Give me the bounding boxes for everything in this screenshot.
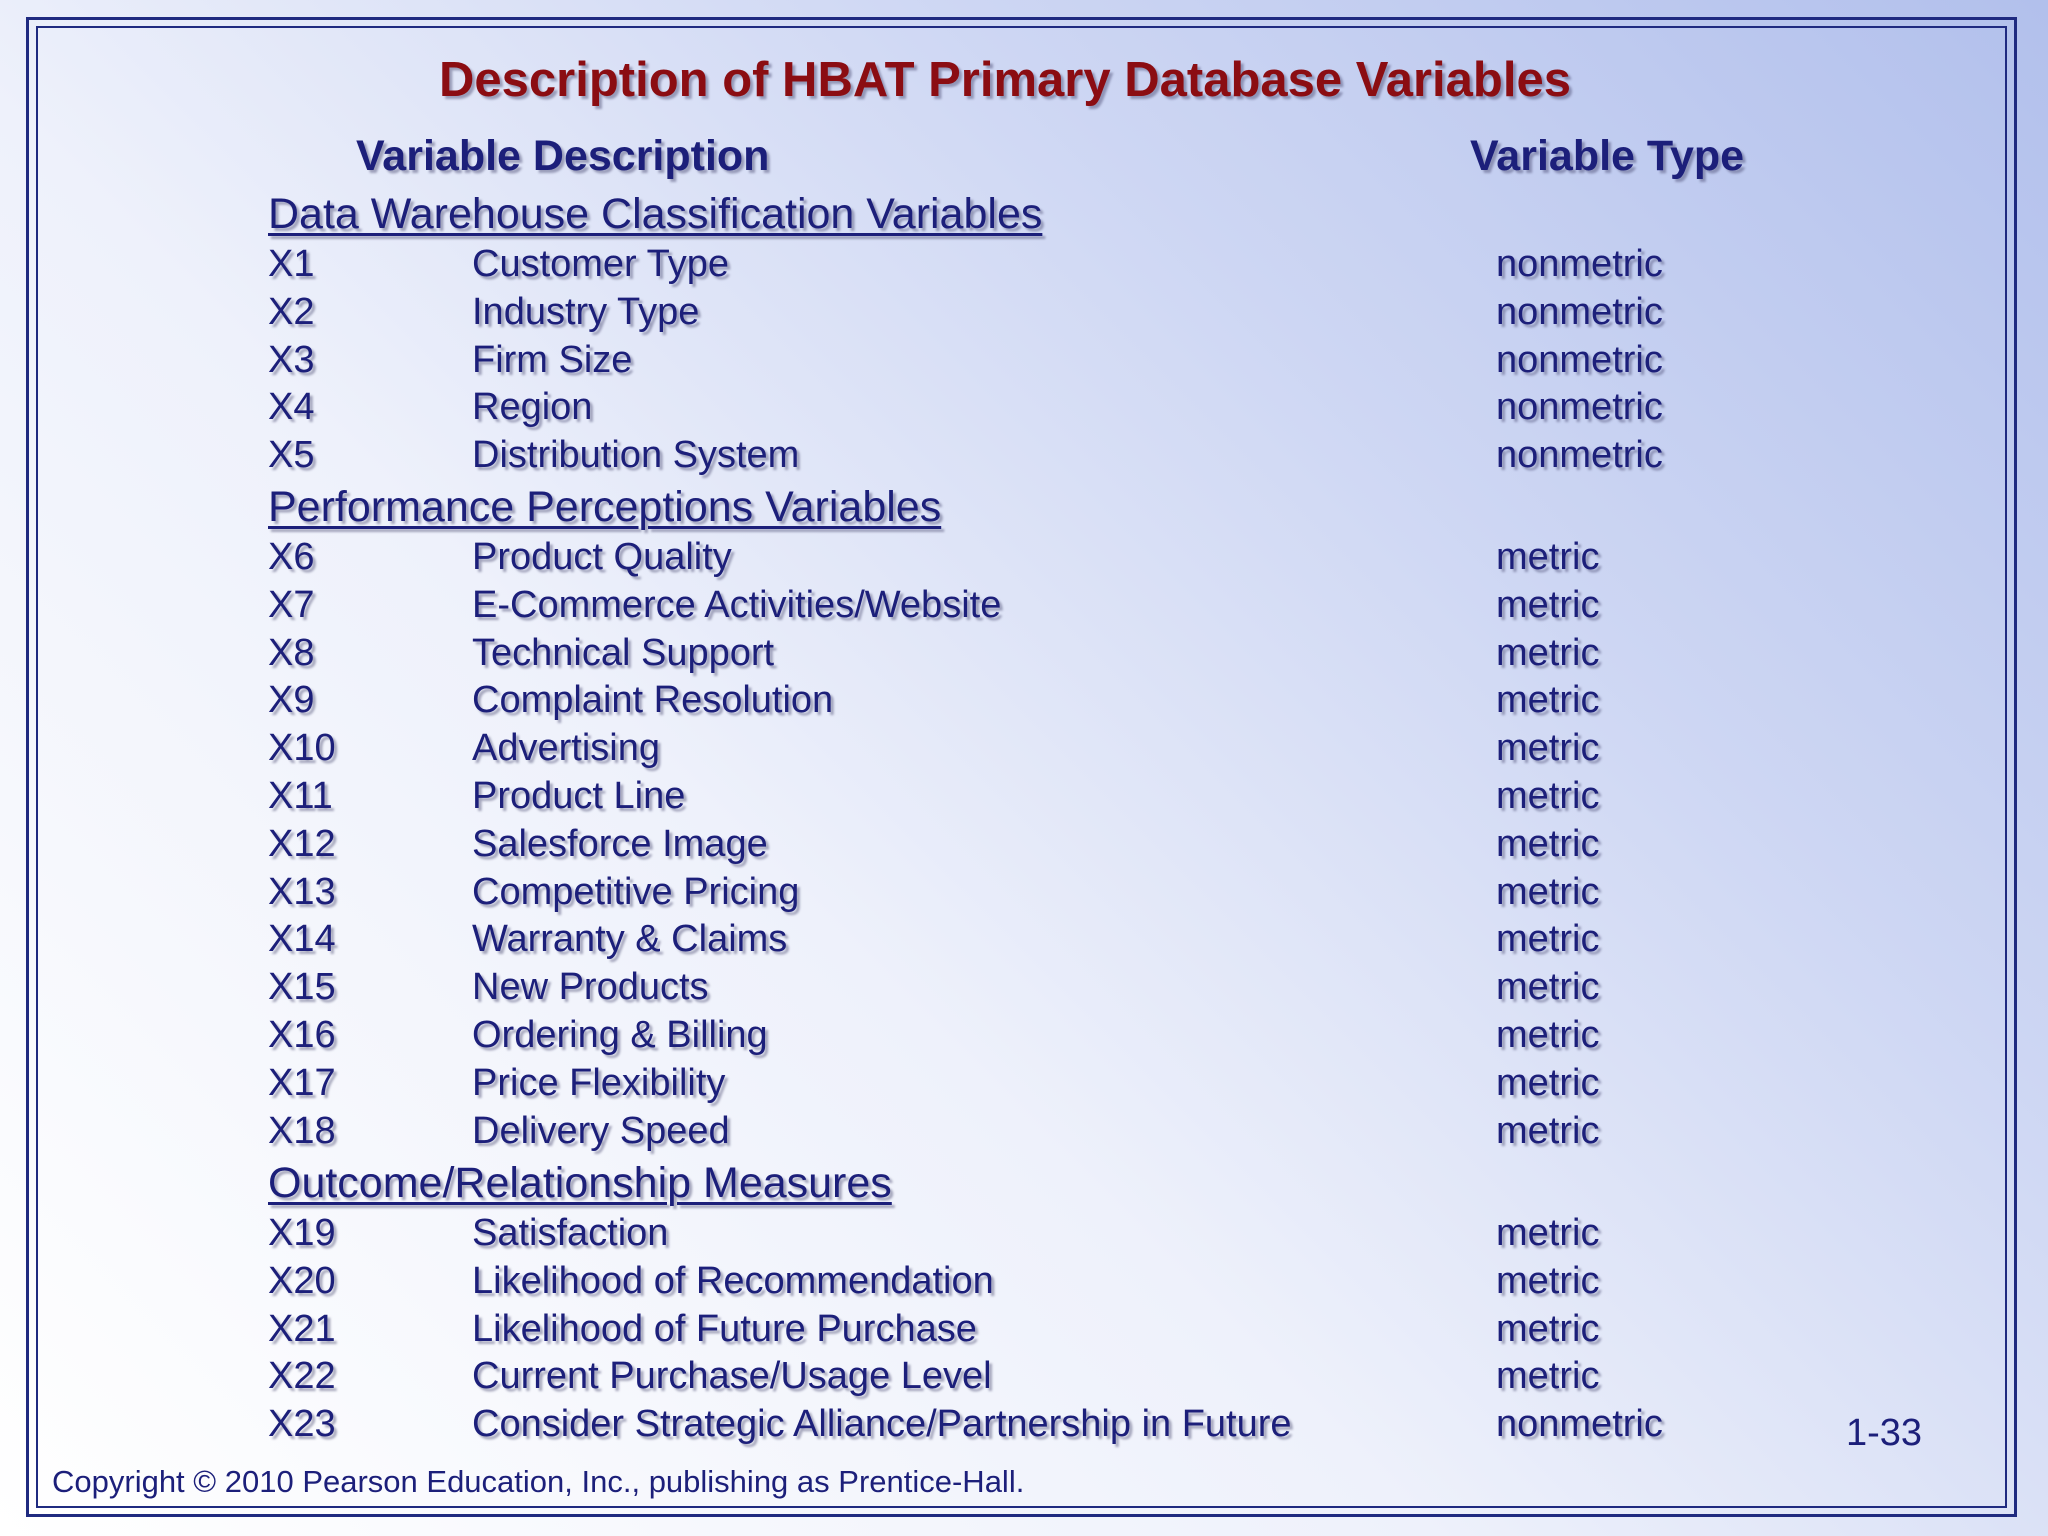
variable-id: X1 <box>268 243 315 285</box>
variable-id: X12 <box>268 822 336 865</box>
variable-id: X16 <box>268 1014 336 1056</box>
variable-type: metric <box>1496 631 1600 674</box>
variable-description: E-Commerce Activities/Website <box>472 583 1002 626</box>
variable-id: X20 <box>268 1259 336 1302</box>
copyright-notice: Copyright © 2010 Pearson Education, Inc., publishing as Prentice-Hall. <box>52 1464 1025 1499</box>
table-row <box>0 1260 2048 1308</box>
table-row <box>0 1308 2048 1356</box>
variable-description: Satisfaction <box>472 1212 669 1254</box>
table-row <box>0 823 2048 871</box>
table-row <box>0 775 2048 823</box>
variable-id: X11 <box>268 775 333 817</box>
header-variable-description: Variable Description <box>356 132 770 180</box>
variable-type: nonmetric <box>1496 338 1663 381</box>
variable-type: metric <box>1496 1259 1600 1302</box>
variable-id: X15 <box>268 966 336 1009</box>
variable-type: metric <box>1496 1109 1600 1152</box>
variable-description: Likelihood of Recommendation <box>472 1259 994 1302</box>
table-row <box>0 386 2048 434</box>
variable-id: X2 <box>268 290 315 333</box>
table-row <box>0 584 2048 632</box>
variable-id: X17 <box>268 1061 336 1104</box>
variable-type: metric <box>1496 679 1600 722</box>
slide-title: Description of HBAT Primary Database Variables <box>439 53 1571 107</box>
variable-type: metric <box>1496 536 1600 578</box>
variable-description: Salesforce Image <box>472 822 768 865</box>
table-row <box>0 632 2048 680</box>
table-row <box>0 1212 2048 1260</box>
table-row <box>0 291 2048 339</box>
table-row <box>0 966 2048 1014</box>
variable-description: Technical Support <box>472 631 775 674</box>
variable-id: X18 <box>268 1109 336 1152</box>
variable-description: Industry Type <box>472 290 700 333</box>
variable-id: X6 <box>268 536 315 578</box>
variable-type: nonmetric <box>1496 290 1663 333</box>
variable-description: Complaint Resolution <box>472 679 834 722</box>
table-row <box>0 918 2048 966</box>
variable-description: Product Quality <box>472 536 732 578</box>
variable-description: Region <box>472 386 593 429</box>
variable-id: X19 <box>268 1212 336 1254</box>
table-row <box>0 536 2048 584</box>
variable-type: metric <box>1496 727 1600 770</box>
variable-type: nonmetric <box>1496 1403 1663 1446</box>
page-number: 1-33 <box>1846 1412 1923 1454</box>
variable-description: Consider Strategic Alliance/Partnership in Future <box>472 1403 1292 1446</box>
variable-description: Distribution System <box>472 434 800 477</box>
section-heading: Data Warehouse Classification Variables <box>268 190 1043 238</box>
table-row <box>0 1403 2048 1451</box>
header-variable-type: Variable Type <box>1470 132 1745 180</box>
table-row <box>0 1014 2048 1062</box>
variable-type: metric <box>1496 1355 1600 1398</box>
variable-type: metric <box>1496 1307 1600 1350</box>
variable-id: X22 <box>268 1355 336 1398</box>
variable-description: Product Line <box>472 775 686 817</box>
variable-id: X21 <box>268 1307 336 1350</box>
table-row <box>0 1062 2048 1110</box>
variable-description: Advertising <box>472 727 660 770</box>
variable-description: Price Flexibility <box>472 1061 726 1104</box>
section-heading: Performance Perceptions Variables <box>268 483 942 531</box>
variable-description: New Products <box>472 966 709 1009</box>
variable-id: X10 <box>268 727 336 770</box>
variable-type: metric <box>1496 583 1600 626</box>
variable-type: metric <box>1496 775 1600 817</box>
variable-description: Competitive Pricing <box>472 870 800 913</box>
variable-id: X7 <box>268 583 315 626</box>
variable-type: nonmetric <box>1496 243 1663 285</box>
table-row <box>0 339 2048 387</box>
variable-type: metric <box>1496 1014 1600 1056</box>
variable-type: nonmetric <box>1496 386 1663 429</box>
table-row <box>0 434 2048 482</box>
table-row <box>0 1355 2048 1403</box>
table-row <box>0 871 2048 919</box>
table-row <box>0 243 2048 291</box>
variable-description: Delivery Speed <box>472 1109 730 1152</box>
variable-type: metric <box>1496 1212 1600 1254</box>
variable-type: metric <box>1496 822 1600 865</box>
variable-type: metric <box>1496 870 1600 913</box>
variable-type: metric <box>1496 1061 1600 1104</box>
variable-type: metric <box>1496 966 1600 1009</box>
variable-type: metric <box>1496 918 1600 961</box>
table-row <box>0 679 2048 727</box>
variable-id: X14 <box>268 918 336 961</box>
variable-id: X23 <box>268 1403 336 1446</box>
variable-id: X9 <box>268 679 315 722</box>
variable-description: Warranty & Claims <box>472 918 788 961</box>
variable-description: Current Purchase/Usage Level <box>472 1355 992 1398</box>
variable-id: X3 <box>268 338 315 381</box>
table-row <box>0 727 2048 775</box>
variable-description: Firm Size <box>472 338 633 381</box>
table-row <box>0 1110 2048 1158</box>
variable-type: nonmetric <box>1496 434 1663 477</box>
variable-id: X5 <box>268 434 315 477</box>
variable-description: Ordering & Billing <box>472 1014 768 1056</box>
variable-id: X8 <box>268 631 315 674</box>
variable-id: X4 <box>268 386 315 429</box>
variable-description: Customer Type <box>472 243 729 285</box>
section-heading: Outcome/Relationship Measures <box>268 1159 892 1207</box>
variable-description: Likelihood of Future Purchase <box>472 1307 977 1350</box>
variable-id: X13 <box>268 870 336 913</box>
